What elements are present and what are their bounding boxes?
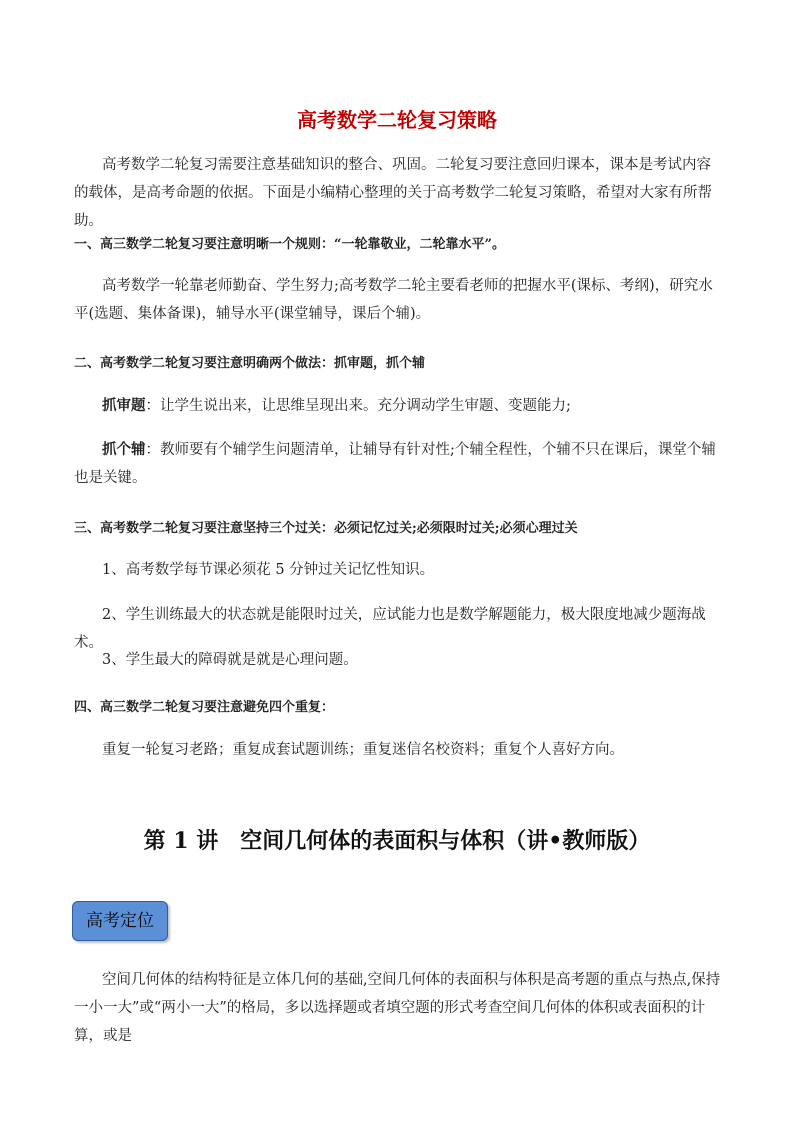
positioning-paragraph: 空间几何体的结构特征是立体几何的基础,空间几何体的表面积与体积是高考题的重点与热点,保持一小一大”或“两小一大”的格局，多以选择题或者填空题的形式考查空间几何体的体积或表面积的计算，或是	[74, 972, 721, 1044]
section-2-item-1-text: ：让学生说出来，让思维呈现出来。充分调动学生审题、变题能力;	[145, 398, 571, 414]
section-3-item-2: 2、学生训练最大的状态就是能限时过关，应试能力也是数学解题能力，极大限度地减少题海战术。	[74, 607, 706, 651]
section-1-body: 高考数学一轮靠老师勤奋、学生努力;高考数学二轮主要看老师的把握水平(课标、考纲)，研究水平(选题、集体备课)，辅导水平(课堂辅导，课后个辅)。	[74, 278, 713, 322]
section-4-heading: 四、高三数学二轮复习要注意避免四个重复：	[74, 700, 335, 715]
section-badge: 高考定位	[72, 901, 168, 941]
section-2-item-2-text: ：教师要有个辅学生问题清单，让辅导有针对性;个辅全程性，个辅不只在课后，课堂个辅也是关键。	[74, 442, 716, 486]
page-title: 高考数学二轮复习策略	[297, 108, 497, 132]
lesson-title: 第 1 讲 空间几何体的表面积与体积（讲•教师版）	[143, 828, 651, 854]
section-2-item-2-label: 抓个辅	[102, 441, 146, 458]
section-4-body: 重复一轮复习老路；重复成套试题训练；重复迷信名校资料；重复个人喜好方向。	[102, 742, 624, 758]
section-2-item-1-label: 抓审题	[102, 397, 146, 414]
section-2-item-2	[74, 436, 724, 492]
section-3-item-3: 3、学生最大的障碍就是就是心理问题。	[102, 652, 358, 668]
section-3-item-1: 1、高考数学每节课必须花 5 分钟过关记忆性知识。	[102, 562, 435, 578]
section-2-heading: 二、高考数学二轮复习要注意明确两个做法：抓审题，抓个辅	[74, 356, 426, 371]
section-2-item-1	[74, 392, 724, 420]
section-3-heading: 三、高考数学二轮复习要注意坚持三个过关：必须记忆过关;必须限时过关;必须心理过关	[74, 521, 578, 536]
intro-paragraph: 高考数学二轮复习需要注意基础知识的整合、巩固。二轮复习要注意回归课本，课本是考试内容的载体，是高考命题的依据。下面是小编精心整理的关于高考数学二轮复习策略，希望对大家有所帮助。	[74, 157, 712, 229]
section-1-heading: 一、高三数学二轮复习要注意明晰一个规则：“一轮靠敬业，二轮靠水平”。	[74, 237, 505, 252]
